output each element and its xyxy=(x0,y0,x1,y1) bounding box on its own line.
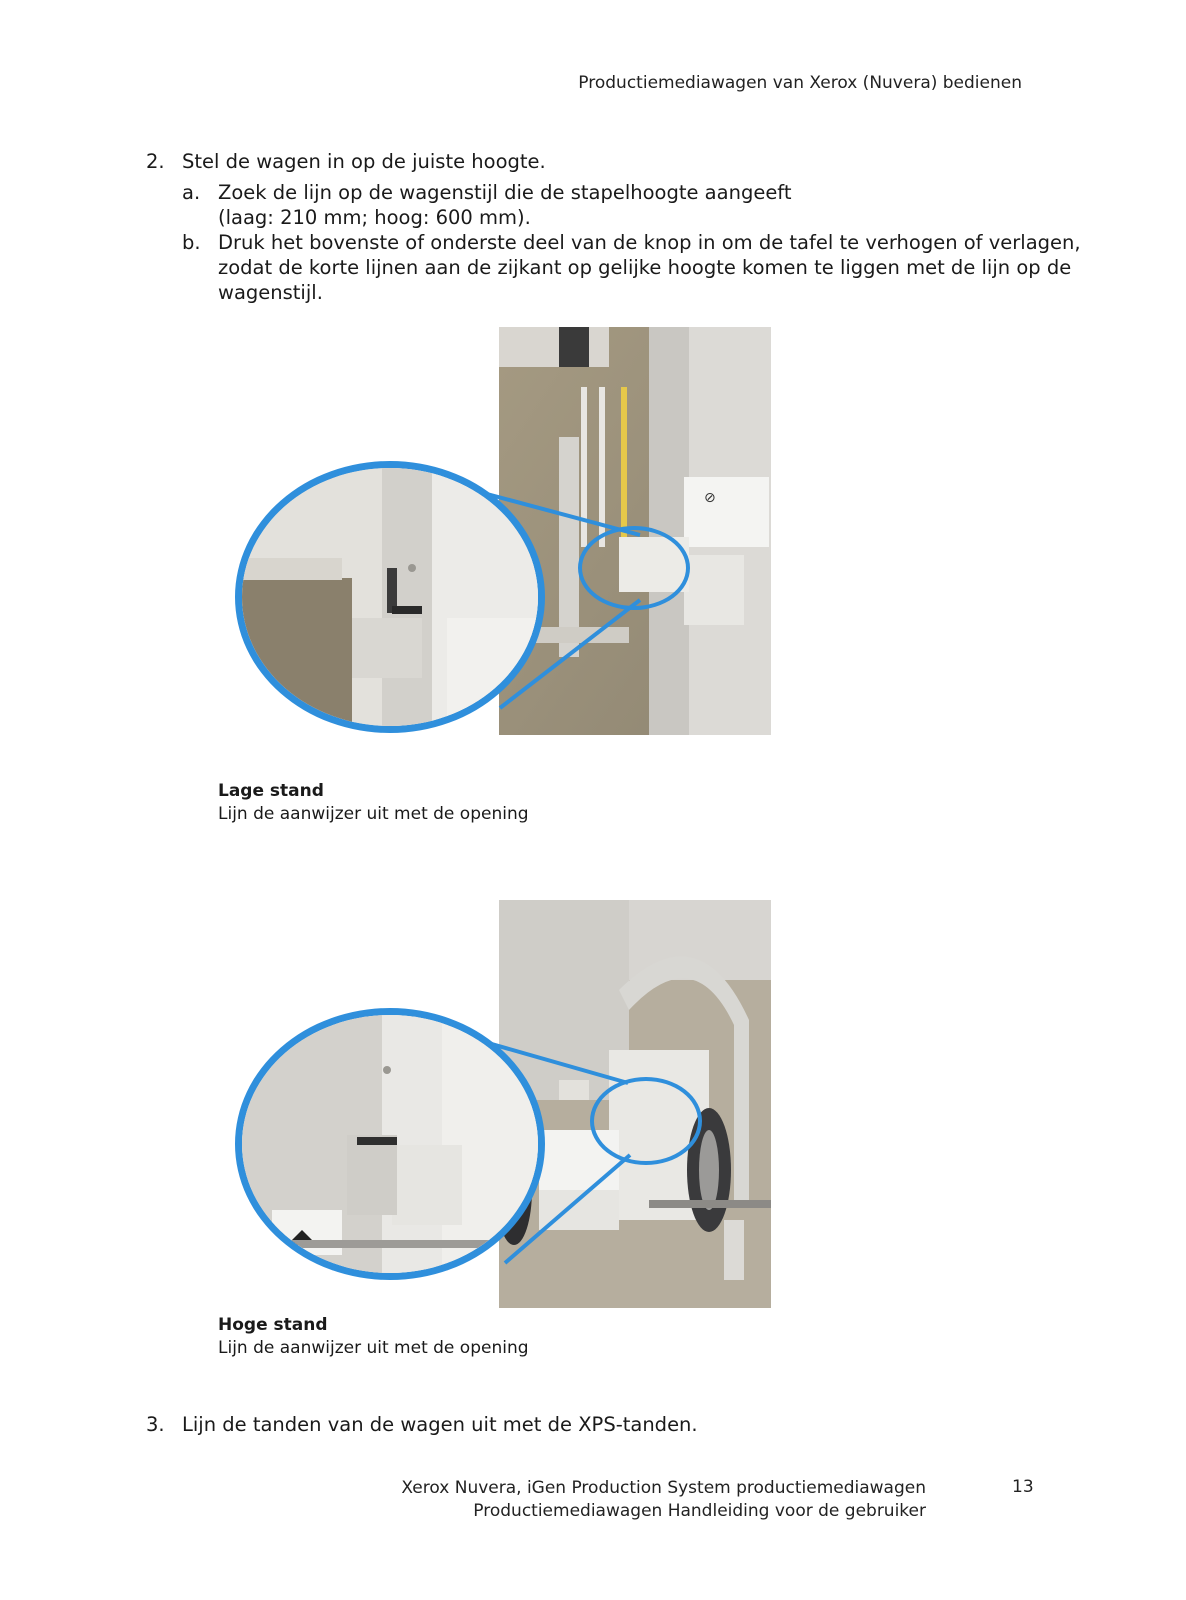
magnified-detail-illustration xyxy=(242,468,538,726)
substep-line: wagenstijl. xyxy=(218,281,323,304)
substep-line: Druk het bovenste of onderste deel van de knop in om de tafel te verhogen of verlagen, xyxy=(218,231,1081,254)
figure-title: Lage stand xyxy=(218,781,324,801)
highlight-ring xyxy=(590,1077,702,1165)
step-number: 2. xyxy=(146,150,165,173)
figure-title: Hoge stand xyxy=(218,1315,328,1335)
substep-line: (laag: 210 mm; hoog: 600 mm). xyxy=(218,206,531,229)
magnified-detail xyxy=(235,1008,545,1280)
running-header: Productiemediawagen van Xerox (Nuvera) bedienen xyxy=(578,73,1022,93)
highlight-ring xyxy=(578,526,690,610)
footer xyxy=(401,1477,926,1523)
magnified-detail xyxy=(235,461,545,733)
substep-line: zodat de korte lijnen aan de zijkant op gelijke hoogte komen te liggen met de lijn op de xyxy=(218,256,1072,279)
substep-letter: a. xyxy=(182,181,201,204)
substep-line: Zoek de lijn op de wagenstijl die de stapelhoogte aangeeft xyxy=(218,181,792,204)
substep-text xyxy=(218,180,1038,230)
figure-description: Lijn de aanwijzer uit met de opening xyxy=(218,804,529,824)
figure-caption xyxy=(218,1314,529,1360)
footer-line: Xerox Nuvera, iGen Production System productiemediawagen xyxy=(401,1478,926,1498)
step-text: Stel de wagen in op de juiste hoogte. xyxy=(182,150,546,173)
svg-text:⊘: ⊘ xyxy=(704,490,716,506)
figure-description: Lijn de aanwijzer uit met de opening xyxy=(218,1338,529,1358)
figure-caption xyxy=(218,780,529,826)
substep-text xyxy=(218,230,1081,305)
step-number: 3. xyxy=(146,1413,165,1436)
page-number: 13 xyxy=(1012,1477,1034,1497)
footer-line: Productiemediawagen Handleiding voor de gebruiker xyxy=(473,1501,926,1521)
substep-letter: b. xyxy=(182,231,201,254)
step-text: Lijn de tanden van de wagen uit met de XPS-tanden. xyxy=(182,1413,698,1436)
magnified-detail-illustration xyxy=(242,1015,538,1273)
